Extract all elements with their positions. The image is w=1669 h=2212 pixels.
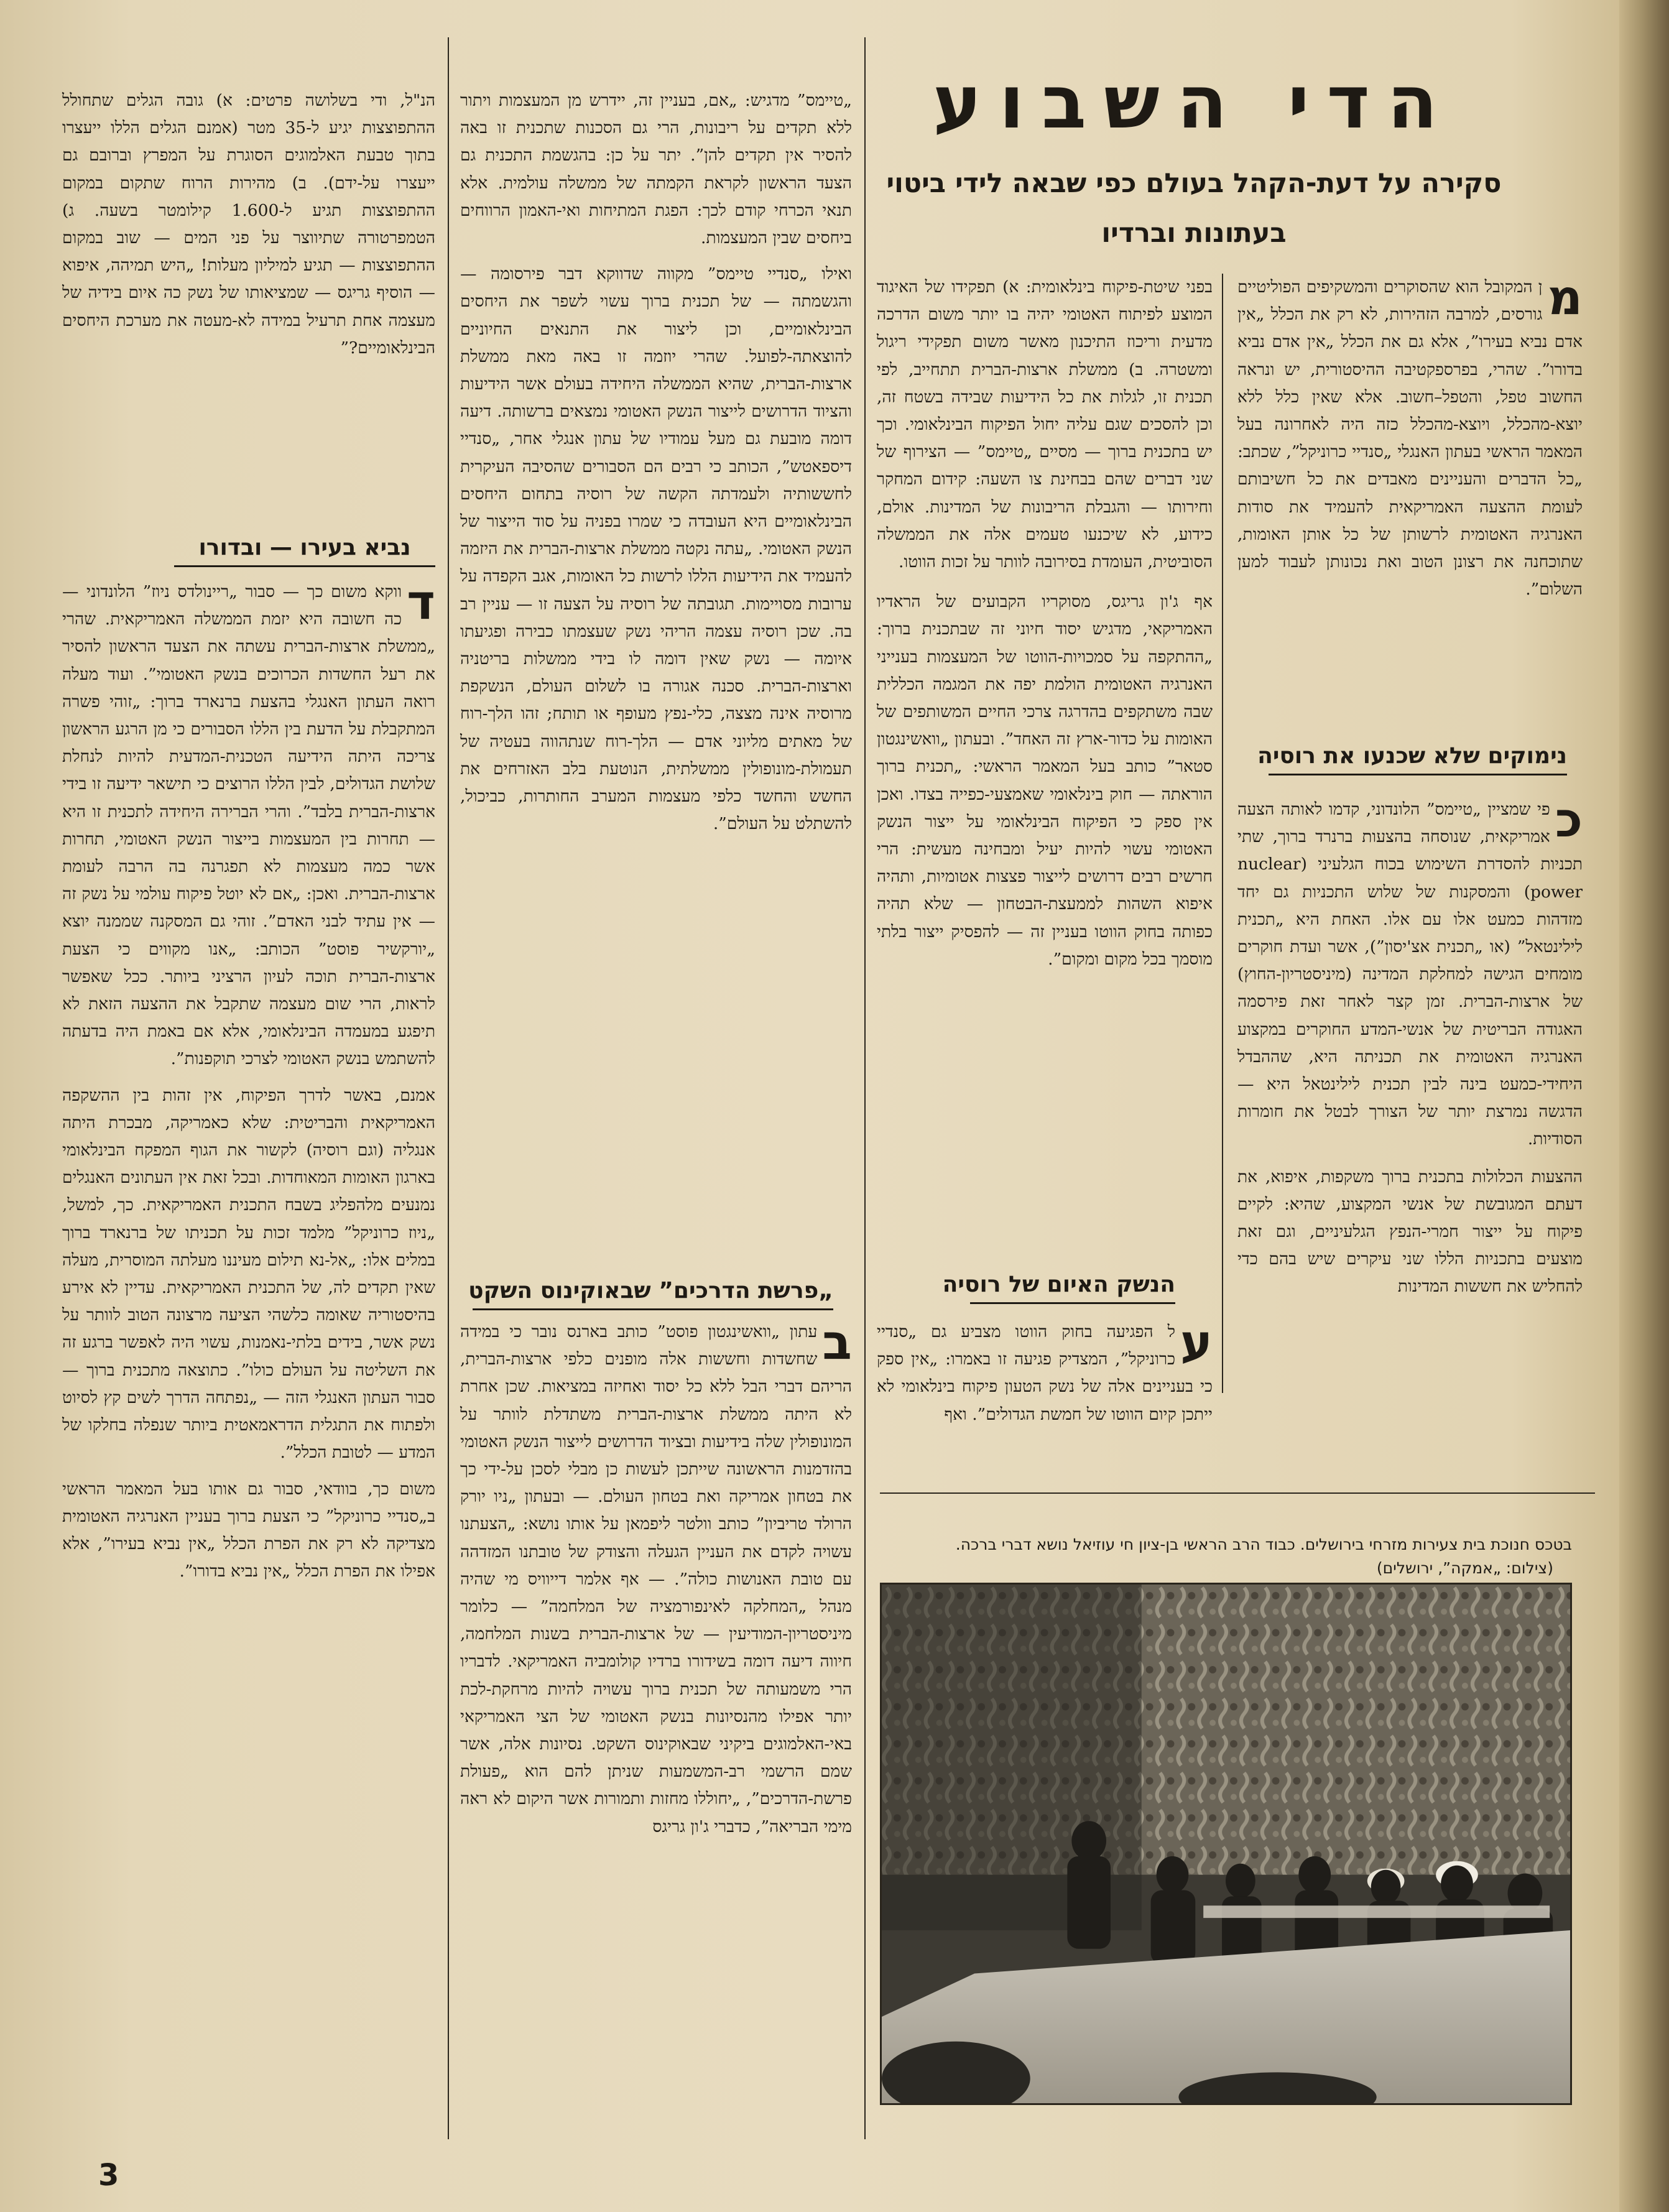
drop-cap: ע	[1180, 1315, 1213, 1371]
section-heading: הנשק האיום של רוסיה	[970, 1272, 1175, 1304]
article-column-2b	[877, 1315, 1213, 1486]
article-paragraph: ואילו „סנדיי טיימס” מקווה שדווקא דבר פירסומה — והגשמתה — של תכנית ברוך עשוי לשפר את היחסים הבינלאומיים, וכן ליצור את התנאים החיוניים להוצאתה-לפועל. שהרי יוזמה זו באה מאת ממשלת ארצות-הברית, שהיא הממשלה היחידה בעולם אשר הידיעות והציוד הדרושים לייצור הנשק האטומי נמצאים ברשותה. דיעה דומה מובעת גם מעל עמודיו של עתון אנגלי אחר, „סנדיי דיספאטש”, הכותב כי רבים הם הסבורים שהסיבה העיקרית לחששותיה ולעמדתה הקשה של רוסיה בתחום היחסים הבינלאומיים היא העובדה כי שמרו בפניה על סוד הייצור של הנשק האטומי. „עתה נקטה ממשלת ארצות-הברית את היזמה להעמיד את הידיעות הללו לרשות כל האומות, אגב הקפדה על ערובות מסויימות. תגובתה של רוסיה על הצעה זו — עניין רב בה. שכן רוסיה עצמה הריהי נשק שעצמתו כבירה ופגיעתו איומה — נשק שאין דומה לו בידי ממשלות בריטניה וארצות-הברית. סכנה אגורה בו לשלום העולם, הנשקפת מרוסיה אינה מצצה, כלי-נפץ מעופף או תותח; זהו הלך-רוח של מאתים מליוני אדם — הלך-רוח שנתהווה בעטיה של תעמולת-מונופולין ממשלתית, הנוטעת בלב האזרחים את החשש והחשד כלפי מעצמות המערב החותרות, כביכול, להשתלט על העולם”.	[460, 264, 852, 834]
article-paragraph: „טיימס” מדגיש: „אם, בעניין זה, יידרש מן המעצמות ויתור ללא תקדים על ריבונות, הרי גם הסכנות שתכנית זו באה להסיר אין תקדים להן”. יתר על כן: בהגשמת התכנית גם הצעד הראשון לקראת הקמתה של ממשלה עולמית. אלא תנאי הכרחי קודם לכך: הפגת המתיחות ואי-האמון הרווחים ביחסים שבין המעצמות.	[460, 91, 852, 248]
article-paragraph: ב עתון „וואשינגטון פוסט” כותב בארנס נובר כי במידה שחשדות וחששות אלה מופנים כלפי ארצות-הברית, הריהם דברי הבל ללא כל יסוד ואחיזה במציאות. שכן אחרת לא היתה ממשלת ארצות-הברית משתדלת לוותר על המונופולין שלה בידיעות ובציוד הדרושים לייצור הנשק האטומי בהזדמנות הראשונה שייתכן לעשות כן מבלי לסכן על-ידי כך את בטחון אמריקה ואת בטחון העולם. — ובעתון „ניו יורק הרולד טריביון” כותב וולטר ליפמאן על אותו נושא: „הצעתנו עשויה לקדם את העניין הגעלה והצודק של טובתנו המזדהה עם טובת האנושות כולה”. — אף אלמר דייוויס מי שהיה מנהל „המחלקה לאינפורמציה של המלחמה” — כלומר מיניסטריון-המודיעין — של ארצות-הברית בשנות המלחמה, חיווה דיעה דומה בשידורו ברדיו קולומביה האמריקאי. לדבריו הרי משמעותה של תכנית ברוך עשויה להיות מרחקת-לכת יותר אפילו מהנסיונות בנשק האטומי של הצי האמריקאי באי-האלמוגים ביקיני שבאוקינוס השקט. נסיונות אלה, אשר שמם הרשמי רב-המשמעות שניתן להם הוא „פעולת פרשת-הדרכים”, „יחוללו מחזות ותמורות אשר היקום לא ראה מימי הבריאה”, כדברי ג'ון גריגס	[460, 1315, 852, 1836]
drop-cap: כ	[1555, 792, 1583, 848]
page-title: הדי השבוע	[933, 59, 1455, 145]
article-column-2	[877, 274, 1213, 1231]
drop-cap: ד	[407, 575, 435, 631]
article-paragraph: הנ"ל, ודי בשלושה פרטים: א) גובה הגלים שתחולל ההתפוצצות יגיע ל-35 מטר (אמנם הגלים הללו ייעצרו בתוך טבעת האלמוגים הסוגרת על המפרץ וברובם גם ייעצרו על-ידם). ב) מהירות הרוח שתקום במקום ההתפוצצות תגיע ל-1.600 קילומטר בשעה. ג) הטמפרטורה שתיווצר על פני המים — שוב במקום ההתפוצצות — תגיע למיליון מעלות! „היש תמיהה, איפוא — הוסיף גריגס — שמציאותו של נשק כה איום בידיה של מעצמה אחת תרעיל במידה לא-מעטה את מערכת היחסים הבינלאומיים?”	[62, 91, 436, 358]
article-paragraph: ההצעות הכלולות בתכנית ברוך משקפות, איפוא, את דעתם המגובשת של אנשי המקצוע, שהיא: לקיים פיקוח על ייצור חמרי-הנפץ הגלעיניים, וגם זאת מוצעים בתכניות הללו שני עיקרים שיש בהם כדי להחליש את חששות המדינות	[1237, 1167, 1583, 1297]
article-paragraph: ע ל הפגיעה בחוק הווטו מצביע גם „סנדיי כרוניקל”, המצדיק פגיעה זו באמרו: „אין ספק כי בעניינים אלה של נשק הטעון פיקוח בינלאומי לא ייתכן קיום הווטו של חמשת הגדולים”. ואף	[877, 1315, 1213, 1424]
article-paragraph: מ ן המקובל הוא שהסוקרים והמשקיפים הפוליטיים גורסים, למרבה הזהירות, לא רק את הכלל „אין אדם נביא בעירו”, אלא גם את הכלל „אין אדם נביא בדורו”. שהרי, בפרספקטיבה ההיסטורית, יש ונראה החשוב טפל, והטפל–חשוב. אלא שאין כלל ללא יוצא-מהכלל, ויוצא-מהכלל כזה היה לאחרונה בעל המאמר הראשי בעתון האנגלי „סנדיי כרוניקל”, שכתב: „כל הדברים והעניינים מאבדים את כל חשיבותם לעומת ההצעה האמריקאית להעמיד את סודות האנרגיה האטומית לרשותן של כל אותן האומות, שתוכחנה את רצונן הטוב ואת נכונותן לעבוד למען השלום”.	[1237, 270, 1583, 599]
article-paragraph: בפני שיטת-פיקוח בינלאומית: א) תפקידו של האיגוד המוצע לפיתוח האטומי יהיה בו יותר משום הדרכה מדעית וריכוז התיכנון מאשר משום תפקידי ריגול ומשטרה. ב) ממשלת ארצות-הברית תתחייב, לפי תכנית זו, לגלות את כל הידיעות שבידה בשטח זה, וכן להסכים שגם עליה יחול הפיקוח הבינלאומי. וכך יש בתכנית ברוך — מסיים „טיימס” — הצירוף של שני דברים שהם בבחינת צו השעה: קידום המחקר וחירותו — והגבלת הריבונות של המדינות. אולם, כידוע, לא שיכנעו טעמים אלה את הממשלה הסוביטית, העומדת בסירובה לוותר על זכות הווטו.	[877, 277, 1213, 572]
column-divider	[864, 37, 866, 2139]
subtitle-line-1: סקירה על דעת-הקהל בעולם כפי שבאה לידי ביטוי	[886, 168, 1502, 199]
photo-caption: בטכס חנוכת בית צעירות מזרחי בירושלים. כבוד הרב הראשי בן-ציון חי עוזיאל נושא דברי ברכה. (צילום: „אמקה”, ירושלים)	[880, 1533, 1572, 1580]
news-photo	[880, 1583, 1572, 2105]
article-column-4b	[62, 575, 435, 2139]
column-divider	[1222, 274, 1223, 1393]
article-paragraph: משום כך, בוודאי, סבור גם אותו בעל המאמר הראשי ב„סנדיי כרוניקל” כי הצעת ברוך בעניין האנרגיה האטומית מצדיקה לא רק את הפרת הכלל „אין נביא בעירו”, אלא אפילו את הפרת הכלל „אין נביא בדורו”.	[62, 1479, 435, 1581]
article-column-4	[62, 87, 435, 522]
section-heading: נימוקים שלא שכנעו את רוסיה	[1269, 743, 1567, 775]
subtitle-line-2: בעתונות וברדיו	[1101, 218, 1287, 249]
binding-spine	[1619, 0, 1669, 2212]
article-paragraph: כ פי שמציין „טיימס” הלונדוני, קדמו לאותה הצעה אמריקאית, שנוסחה בהצעות ברנרד ברוך, שתי תכניות להסדרת השימוש בכוח הגלעיני (nuclear power) והמסקנות של שלוש התכניות גם יחד מזדהות כמעט אלו עם אלו. האחת היא „תכנית לילינטאל” (או „תכנית אצ'יסון”), אשר ועדת חוקרים מומחים הגישה למחלקת המדינה (מיניסטריון-החוץ) של ארצות-הברית. זמן קצר לאחר זאת פירסמה האגודה הבריטית של אנשי-המדע החוקרים במקצוע האנרגיה האטומית את תכניתה היא, שההבדל היחידי-כמעט בינה לבין תכנית לילינטאל היא — הדגשה נמרצת יותר של הצורך לבטל את חומרות הסודיות.	[1237, 792, 1583, 1149]
drop-cap: ב	[822, 1315, 852, 1371]
drop-cap: מ	[1547, 270, 1583, 326]
article-paragraph: אמנם, באשר לדרך הפיקוח, אין זהות בין ההשקפה האמריקאית והבריטית: שלא כאמריקה, מבכרת היתה אנגליה (וגם רוסיה) לקשור את הגוף המפקח הבינלאומי בארגון האומות המאוחדות. ובכל זאת אין העתונים האנגלים נמנעים מלהפליג בשבח התכנית האמריקאית. כך, למשל, „ניוז כרוניקל” מלמד זכות על תכניתו של ברנארד ברוך במלים אלו: „אל-נא תילום מעיננו מעלתה המוסרית, מעלה שאין תקדים לה, של התכנית האמריקאית. עדיין לא אירע בהיסטוריה שאומה כלשהי הציעה מרצונה הטוב לוותר על נשק אשר, בידים בלתי-נאמנות, עשוי היה לאפשר ברגע זה את השליטה על העולם כולו”. כתוצאה מתכנית ברוך — סבור העתון האנגלי הזה — „נפתחה הדרך לשים קץ לסיוט ולפתוח את התגלית הדראמאטית ביותר שנפלה בחלקו של המדע — לטובת הכלל”.	[62, 1085, 435, 1463]
article-column-3	[460, 87, 852, 1256]
photo-credit: (צילום: „אמקה”, ירושלים)	[1376, 1559, 1553, 1577]
section-heading: „פרשת הדרכים” שבאוקינוס השקט	[473, 1278, 833, 1310]
caption-rule	[880, 1492, 1595, 1494]
article-paragraph: ד ווקא משום כך — סבור „ריינולדס ניוז” הלונדוני — כה חשובה היא יזמת הממשלה האמריקאית. שהרי „ממשלת ארצות-הברית עשתה את הצעד הראשון להסיר את רעל החשדות הכרוכים בנשק האטומי”. ועוד מעלה רואה העתון האנגלי בהצעת ברנארד ברוך: „זוהי פשרה המתקבלת על הדעת בין הללו הסבורים כי מן הרגע הראשון צריכה היתה הידיעה הטכנית-המדעית להיות לנחלת שלושת הגדולים, לבין הללו הרוצים כי תישאר ידיעה זו בידי ארצות-הברית בלבד”. והרי הברירה היחידה לתכנית זו היא — תחרות בין המעצמות בייצור הנשק האטומי, תחרות אשר כמה מעצמות לא תפגרנה בה הרבה לעומת ארצות-הברית. ואכן: „אם לא יוטל פיקוח עולמי על נשק זה — אין עתיד לבני האדם”. זוהי גם המסקנה שממנה יוצא „יורקשיר פוסט” הכותב: „אנו מקווים כי הצעת ארצות-הברית תוכה לעיון הרציני ביותר. ככל שאפשר לראות, הרי שום מעצמה שתקבל את ההצעה הזאת לא תיפגע במעמדה הבינלאומי, אלא אם באמת היה בדעתה להשתמש בנשק האטומי לצרכי תוקפנות”.	[62, 575, 435, 1069]
article-paragraph: אף ג'ון גריגס, מסוקריו הקבועים של הראדיו האמריקאי, מדגיש יסוד חיוני זה שבתכנית ברוך: „ההתקפה על סמכויות-הווטו של המעצמות בענייני האנרגיה האטומית הולמת יפה את המגמה הכללית שבה משתקפים בהדרגה צרכי החיים המשותפים של האומות על כדור-ארץ זה האחד”. ובעתון „וואשינגטון סטאר” כותב בעל המאמר הראשי: „תכנית ברוך הוראתה — חוק בינלאומי שאמצעי-כפייה בצדו. ואכן אין ספק כי הפיקוח הבינלאומי על ייצור הנשק האטומי עשוי להיות יעיל ומבחינה מעשית: הרי חרשים רבים דרושים לייצור פצצות אטומיות, ותהיה איפוא השהות לממעצת-הבטחון — שלא תהיה כפותה בחוק הווטו בעניין זה — להפסיק ייצור בלתי מוסמך בכל מקום ומקום”.	[877, 592, 1213, 969]
column-divider	[448, 37, 449, 2139]
photo-image	[882, 1585, 1570, 2103]
page-number: 3	[98, 2158, 119, 2193]
page-subtitle	[858, 159, 1530, 258]
section-heading: נביא בעירו — ובדורו	[174, 535, 435, 567]
article-column-1b	[1237, 792, 1583, 1492]
article-column-3b	[460, 1315, 852, 2139]
